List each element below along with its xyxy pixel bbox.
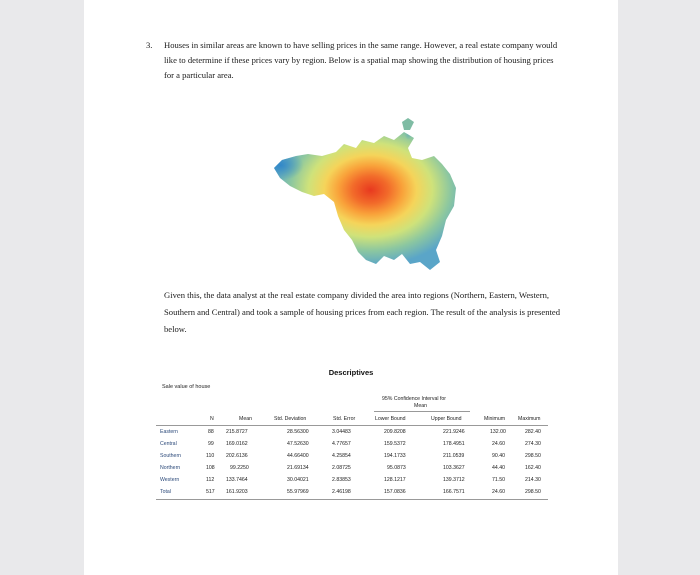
ci-subheader: Mean	[414, 403, 427, 409]
ci-header: 95% Confidence Interval for	[382, 396, 447, 402]
table-cell: 47.52630	[287, 441, 309, 447]
table-cell: 99.2250	[230, 465, 249, 471]
table-cell: 30.04021	[287, 477, 309, 483]
housing-price-map	[244, 110, 474, 285]
table-cell: 4.77657	[332, 441, 351, 447]
col-header-minimum: Minimum	[484, 416, 506, 422]
table-cell: 55.97969	[287, 489, 309, 495]
table-cell: 215.8727	[226, 429, 248, 435]
table-cell: 44.40	[492, 465, 505, 471]
col-header-lower-bound: Lower Bound	[375, 416, 406, 422]
table-cell: 298.50	[525, 453, 541, 459]
table-cell: 194.1733	[384, 453, 406, 459]
row-label-southern: Southern	[160, 453, 182, 459]
table-cell: 161.9203	[226, 489, 248, 495]
table-cell: 95.0873	[387, 465, 406, 471]
table-cell: 28.56300	[287, 429, 309, 435]
row-label-eastern: Eastern	[160, 429, 178, 435]
table-cell: 88	[208, 429, 214, 435]
table-cell: 139.3712	[443, 477, 465, 483]
table-title: Descriptives	[328, 368, 374, 377]
row-label-total: Total	[160, 489, 171, 495]
table-cell: 112	[206, 477, 215, 483]
table-cell: 90.40	[492, 453, 505, 459]
table-cell: 169.0162	[226, 441, 248, 447]
table-cell: 103.3627	[443, 465, 465, 471]
table-cell: 133.7464	[226, 477, 248, 483]
table-cell: 3.04483	[332, 429, 351, 435]
table-cell: 108	[206, 465, 215, 471]
table-cell: 24.60	[492, 489, 505, 495]
table-cell: 4.25854	[332, 453, 351, 459]
table-cell: 214.30	[525, 477, 541, 483]
table-cell: 274.30	[525, 441, 541, 447]
table-cell: 99	[208, 441, 214, 447]
row-label-central: Central	[160, 441, 177, 447]
table-cell: 71.50	[492, 477, 505, 483]
table-cell: 44.66400	[287, 453, 309, 459]
table-cell: 282.40	[525, 429, 541, 435]
col-header-std-deviation: Std. Deviation	[274, 416, 307, 422]
table-cell: 2.08725	[332, 465, 351, 471]
map-region-shape	[274, 132, 456, 270]
table-cell: 2.83853	[332, 477, 351, 483]
table-cell: 211.0539	[443, 453, 465, 459]
analysis-paragraph: Given this, the data analyst at the real estate company divided the area into regions (Northern, Eastern, Western, Southern and Central) and took a sample of housing prices from each region. The result of the analysis is presented below.	[164, 290, 561, 334]
table-cell: 2.46198	[332, 489, 351, 495]
col-header-maximum: Maximum	[518, 416, 541, 422]
table-cell: 298.50	[525, 489, 541, 495]
question-text: Houses in similar areas are known to have selling prices in the same range. However, a real estate company would like to determine if these prices vary by region. Below is a spatial map showing the distribution of housing prices for a particular area.	[164, 40, 558, 80]
table-cell: 202.6136	[226, 453, 248, 459]
table-cell: 21.69134	[287, 465, 309, 471]
col-header-n: N	[210, 416, 214, 422]
col-header-mean: Mean	[239, 416, 252, 422]
table-cell: 24.60	[492, 441, 505, 447]
question-number: 3.	[146, 40, 153, 50]
descriptives-table	[156, 396, 548, 504]
table-cell: 221.9246	[443, 429, 465, 435]
table-cell: 110	[206, 453, 215, 459]
table-cell: 159.5372	[384, 441, 406, 447]
row-label-northern: Northern	[160, 465, 181, 471]
row-label-western: Western	[160, 477, 180, 483]
table-cell: 209.8208	[384, 429, 406, 435]
table-cell: 162.40	[525, 465, 541, 471]
table-cell: 178.4951	[443, 441, 465, 447]
question-3	[146, 38, 564, 83]
document-page	[84, 0, 618, 575]
col-header-std-error: Std. Error	[333, 416, 356, 422]
col-header-upper-bound: Upper Bound	[431, 416, 462, 422]
table-cell: 517	[206, 489, 215, 495]
table-subtitle: Sale value of house	[162, 384, 211, 390]
table-cell: 166.7571	[443, 489, 465, 495]
table-cell: 132.00	[490, 429, 506, 435]
table-cell: 157.0836	[384, 489, 406, 495]
table-cell: 128.1217	[384, 477, 406, 483]
